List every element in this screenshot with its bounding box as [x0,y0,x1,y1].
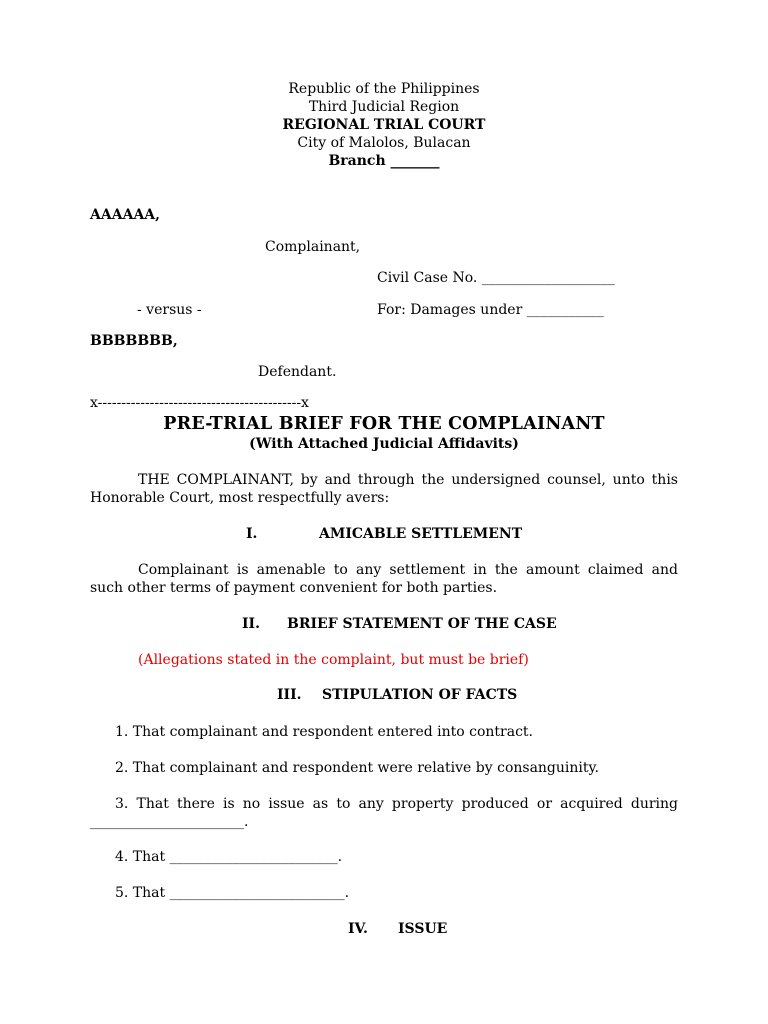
document-subtitle: (With Attached Judicial Affidavits) [249,436,519,452]
caption-divider: x-------------------------------------------x [90,395,309,411]
complainant-role: Complainant, [265,239,361,255]
fact-item-4: 4. That ________________________. [115,849,343,865]
section-1-title: AMICABLE SETTLEMENT [319,526,523,542]
fact-item-3-blank: ______________________. [90,814,249,830]
intro-paragraph [90,471,678,507]
header-court: REGIONAL TRIAL COURT [282,117,486,133]
intro-text: THE COMPLAINANT, by and through the undersigned counsel, unto this Honorable Court, most respectfully avers: [90,472,678,506]
section-2-title: BRIEF STATEMENT OF THE CASE [287,616,557,632]
section-3-number: III. [277,687,302,703]
fact-item-5: 5. That _________________________. [115,885,350,901]
header-branch: Branch _______ [328,153,440,169]
defendant-name: BBBBBBB, [90,333,178,349]
versus-label: - versus - [137,302,202,318]
document-title: PRE-TRIAL BRIEF FOR THE COMPLAINANT [163,414,605,434]
fact-item-3: 3. That there is no issue as to any property produced or acquired during [115,796,678,812]
header-city: City of Malolos, Bulacan [297,135,471,151]
fact-item-2: 2. That complainant and respondent were relative by consanguinity. [115,760,600,776]
section-1-paragraph [90,561,678,597]
defendant-role: Defendant. [258,364,337,380]
section-4-number: IV. [348,921,368,937]
section-1-number: I. [246,526,258,542]
damages-label: For: Damages under ___________ [377,302,604,318]
fact-item-1: 1. That complainant and respondent entered into contract. [115,724,534,740]
civil-case-no: Civil Case No. ___________________ [377,270,615,286]
header-region: Third Judicial Region [308,99,460,115]
section-3-title: STIPULATION OF FACTS [322,687,518,703]
section-4-title: ISSUE [398,921,448,937]
complainant-name: AAAAAA, [90,207,161,223]
section-2-number: II. [242,616,260,632]
section-2-note: (Allegations stated in the complaint, but must be brief) [138,652,529,668]
header-republic: Republic of the Philippines [288,81,480,97]
section-1-text: Complainant is amenable to any settlement in the amount claimed and such other terms of payment convenient for both parties. [90,562,678,596]
